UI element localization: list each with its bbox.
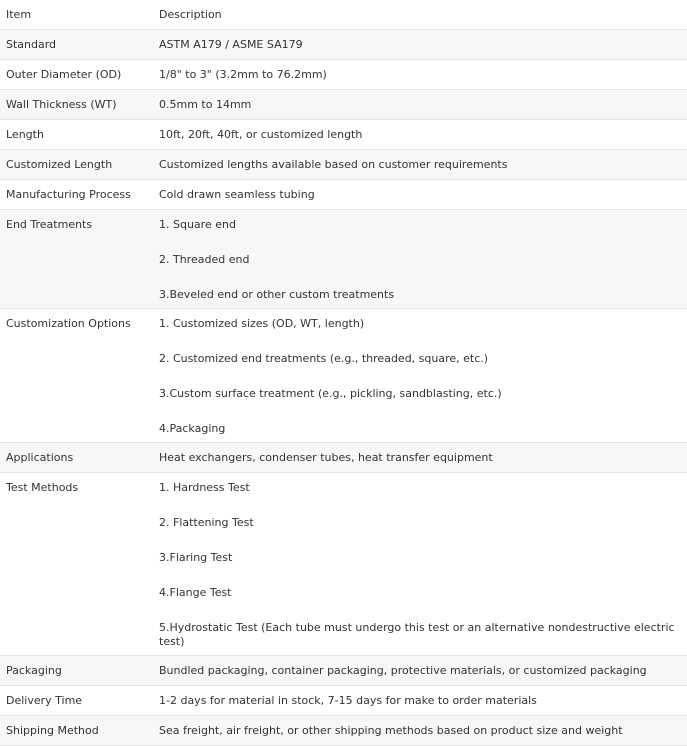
description-line: 5.Hydrostatic Test (Each tube must undergo this test or an alternative nondestructive electric test) xyxy=(159,621,675,648)
row-description xyxy=(147,30,687,60)
row-item-label: Delivery Time xyxy=(0,686,147,716)
description-line: 10ft, 20ft, 40ft, or customized length xyxy=(159,128,363,141)
row-description xyxy=(147,120,687,150)
description-line: Bundled packaging, container packaging, protective materials, or customized packaging xyxy=(159,664,647,677)
table-row xyxy=(0,180,687,210)
description-line: 4.Flange Test xyxy=(159,586,232,599)
row-item-label: Shipping Method xyxy=(0,716,147,746)
row-item-label: Standard xyxy=(0,30,147,60)
table-row xyxy=(0,60,687,90)
table-row xyxy=(0,90,687,120)
description-line: 1. Customized sizes (OD, WT, length) xyxy=(159,317,365,330)
table-row xyxy=(0,30,687,60)
description-line: Customized lengths available based on customer requirements xyxy=(159,158,508,171)
row-item-label: Customized Length xyxy=(0,150,147,180)
description-line: 2. Customized end treatments (e.g., threaded, square, etc.) xyxy=(159,352,489,365)
table-row xyxy=(0,120,687,150)
description-line: 2. Flattening Test xyxy=(159,516,254,529)
row-description xyxy=(147,180,687,210)
row-item-label: Packaging xyxy=(0,656,147,686)
row-item-label: Manufacturing Process xyxy=(0,180,147,210)
row-description xyxy=(147,90,687,120)
table-row xyxy=(0,150,687,180)
description-line: 3.Flaring Test xyxy=(159,551,233,564)
row-description xyxy=(147,443,687,473)
row-description xyxy=(147,210,687,309)
description-line: 1-2 days for material in stock, 7-15 days for make to order materials xyxy=(159,694,537,707)
description-line: 0.5mm to 14mm xyxy=(159,98,252,111)
table-row xyxy=(0,309,687,443)
row-description xyxy=(147,686,687,716)
description-line: 1/8" to 3" (3.2mm to 76.2mm) xyxy=(159,68,327,81)
row-item-label: Test Methods xyxy=(0,473,147,656)
header-item: Item xyxy=(0,0,147,30)
header-description: Description xyxy=(147,0,687,30)
table-row xyxy=(0,443,687,473)
description-line: Sea freight, air freight, or other shipping methods based on product size and weight xyxy=(159,724,623,737)
description-line: 1. Hardness Test xyxy=(159,481,250,494)
table-row xyxy=(0,716,687,746)
row-item-label: End Treatments xyxy=(0,210,147,309)
row-description xyxy=(147,656,687,686)
description-line: ASTM A179 / ASME SA179 xyxy=(159,38,303,51)
description-line: Cold drawn seamless tubing xyxy=(159,188,315,201)
row-item-label: Applications xyxy=(0,443,147,473)
row-description xyxy=(147,150,687,180)
description-line: 1. Square end xyxy=(159,218,236,231)
row-description xyxy=(147,309,687,443)
table-row xyxy=(0,686,687,716)
description-line: 3.Beveled end or other custom treatments xyxy=(159,288,395,301)
description-line: Heat exchangers, condenser tubes, heat transfer equipment xyxy=(159,451,493,464)
row-item-label: Customization Options xyxy=(0,309,147,443)
table-row xyxy=(0,656,687,686)
description-line: 3.Custom surface treatment (e.g., pickling, sandblasting, etc.) xyxy=(159,387,502,400)
row-item-label: Length xyxy=(0,120,147,150)
row-description xyxy=(147,60,687,90)
row-item-label: Outer Diameter (OD) xyxy=(0,60,147,90)
table-header-row xyxy=(0,0,687,30)
row-item-label: Wall Thickness (WT) xyxy=(0,90,147,120)
table-row xyxy=(0,210,687,309)
description-line: 4.Packaging xyxy=(159,422,226,435)
row-description xyxy=(147,716,687,746)
table-row xyxy=(0,473,687,656)
row-description xyxy=(147,473,687,656)
description-line: 2. Threaded end xyxy=(159,253,250,266)
